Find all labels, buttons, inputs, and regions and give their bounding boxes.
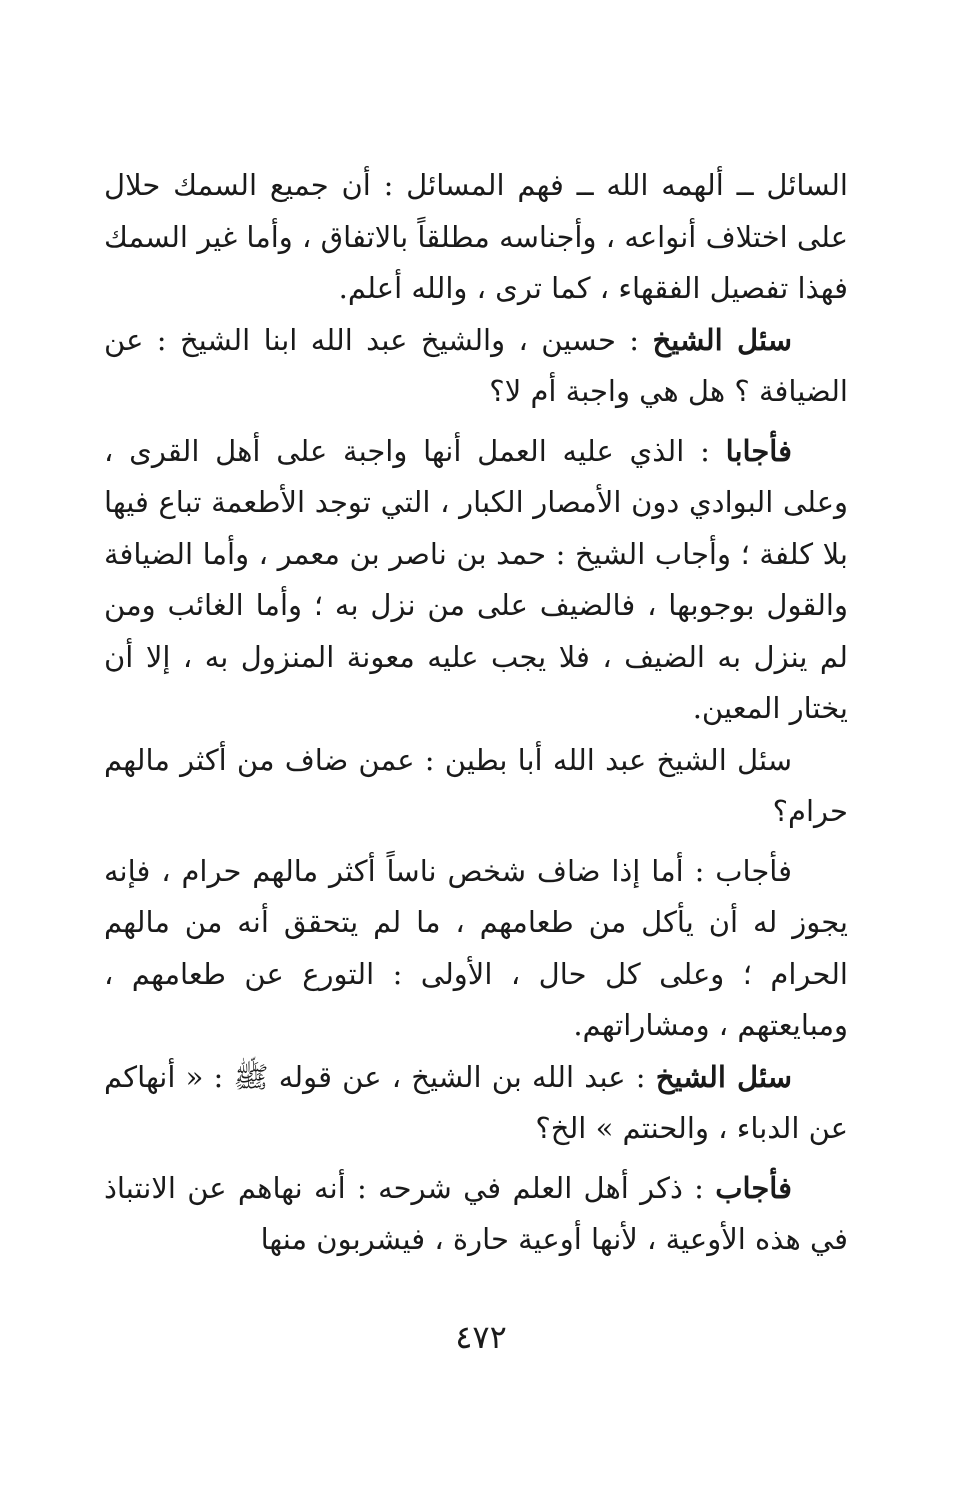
paragraph-5 — [104, 846, 848, 1052]
paragraph-7 — [104, 1163, 848, 1266]
paragraph-2-text: : حسين ، والشيخ عبد الله ابنا الشيخ : عن الضيافة ؟ هل هي واجبة أم لا؟ — [104, 322, 848, 408]
paragraph-3-lead: فأجابا — [725, 433, 792, 468]
page-number: ٤٧٢ — [455, 1318, 507, 1356]
paragraph-1 — [104, 160, 848, 315]
page-body — [104, 160, 848, 1266]
paragraph-2 — [104, 315, 848, 418]
paragraph-5-text: فأجاب : أما إذا ضاف شخص ناساً أكثر مالهم حرام ، فإنه يجوز له أن يأكل من طعامهم ، ما لم يتحقق أنه من مالهم الحرام ؛ وعلى كل حال ، الأولى : التورع عن طعامهم ، ومبايعتهم ، ومشاراتهم. — [104, 853, 848, 1042]
paragraph-3 — [104, 426, 848, 735]
paragraph-7-text: : ذكر أهل العلم في شرحه : أنه نهاهم عن الانتباذ في هذه الأوعية ، لأنها أوعية حارة ، فيشربون منها — [104, 1170, 848, 1256]
paragraph-6-lead: سئل الشيخ — [655, 1059, 793, 1094]
paragraph-4 — [104, 735, 848, 838]
paragraph-3-text: : الذي عليه العمل أنها واجبة على أهل القرى ، وعلى البوادي دون الأمصار الكبار ، التي توجد الأطعمة تباع فيها بلا كلفة ؛ وأجاب الشيخ : حمد بن ناصر بن معمر ، وأما الضيافة والقول بوجوبها ، فالضيف على من نزل به ؛ وأما الغائب ومن لم ينزل به الضيف ، فلا يجب عليه معونة المنزول به ، إلا أن يختار المعين. — [104, 433, 848, 725]
paragraph-2-lead: سئل الشيخ — [652, 322, 792, 357]
paragraph-6-text: : عبد الله بن الشيخ ، عن قوله ﷺ : « أنهاكم عن الدباء ، والحنتم » الخ؟ — [104, 1059, 848, 1145]
paragraph-1-text: السائل ــ ألهمه الله ــ فهم المسائل : أن جميع السمك حلال على اختلاف أنواعه ، وأجناسه مطلقاً بالاتفاق ، وأما غير السمك فهذا تفصيل الفقهاء ، كما ترى ، والله أعلم. — [104, 168, 848, 305]
paragraph-4-text: سئل الشيخ عبد الله أبا بطين : عمن ضاف من أكثر مالهم حرام؟ — [104, 742, 848, 828]
paragraph-7-lead: فأجاب — [715, 1170, 792, 1205]
paragraph-6 — [104, 1052, 848, 1155]
